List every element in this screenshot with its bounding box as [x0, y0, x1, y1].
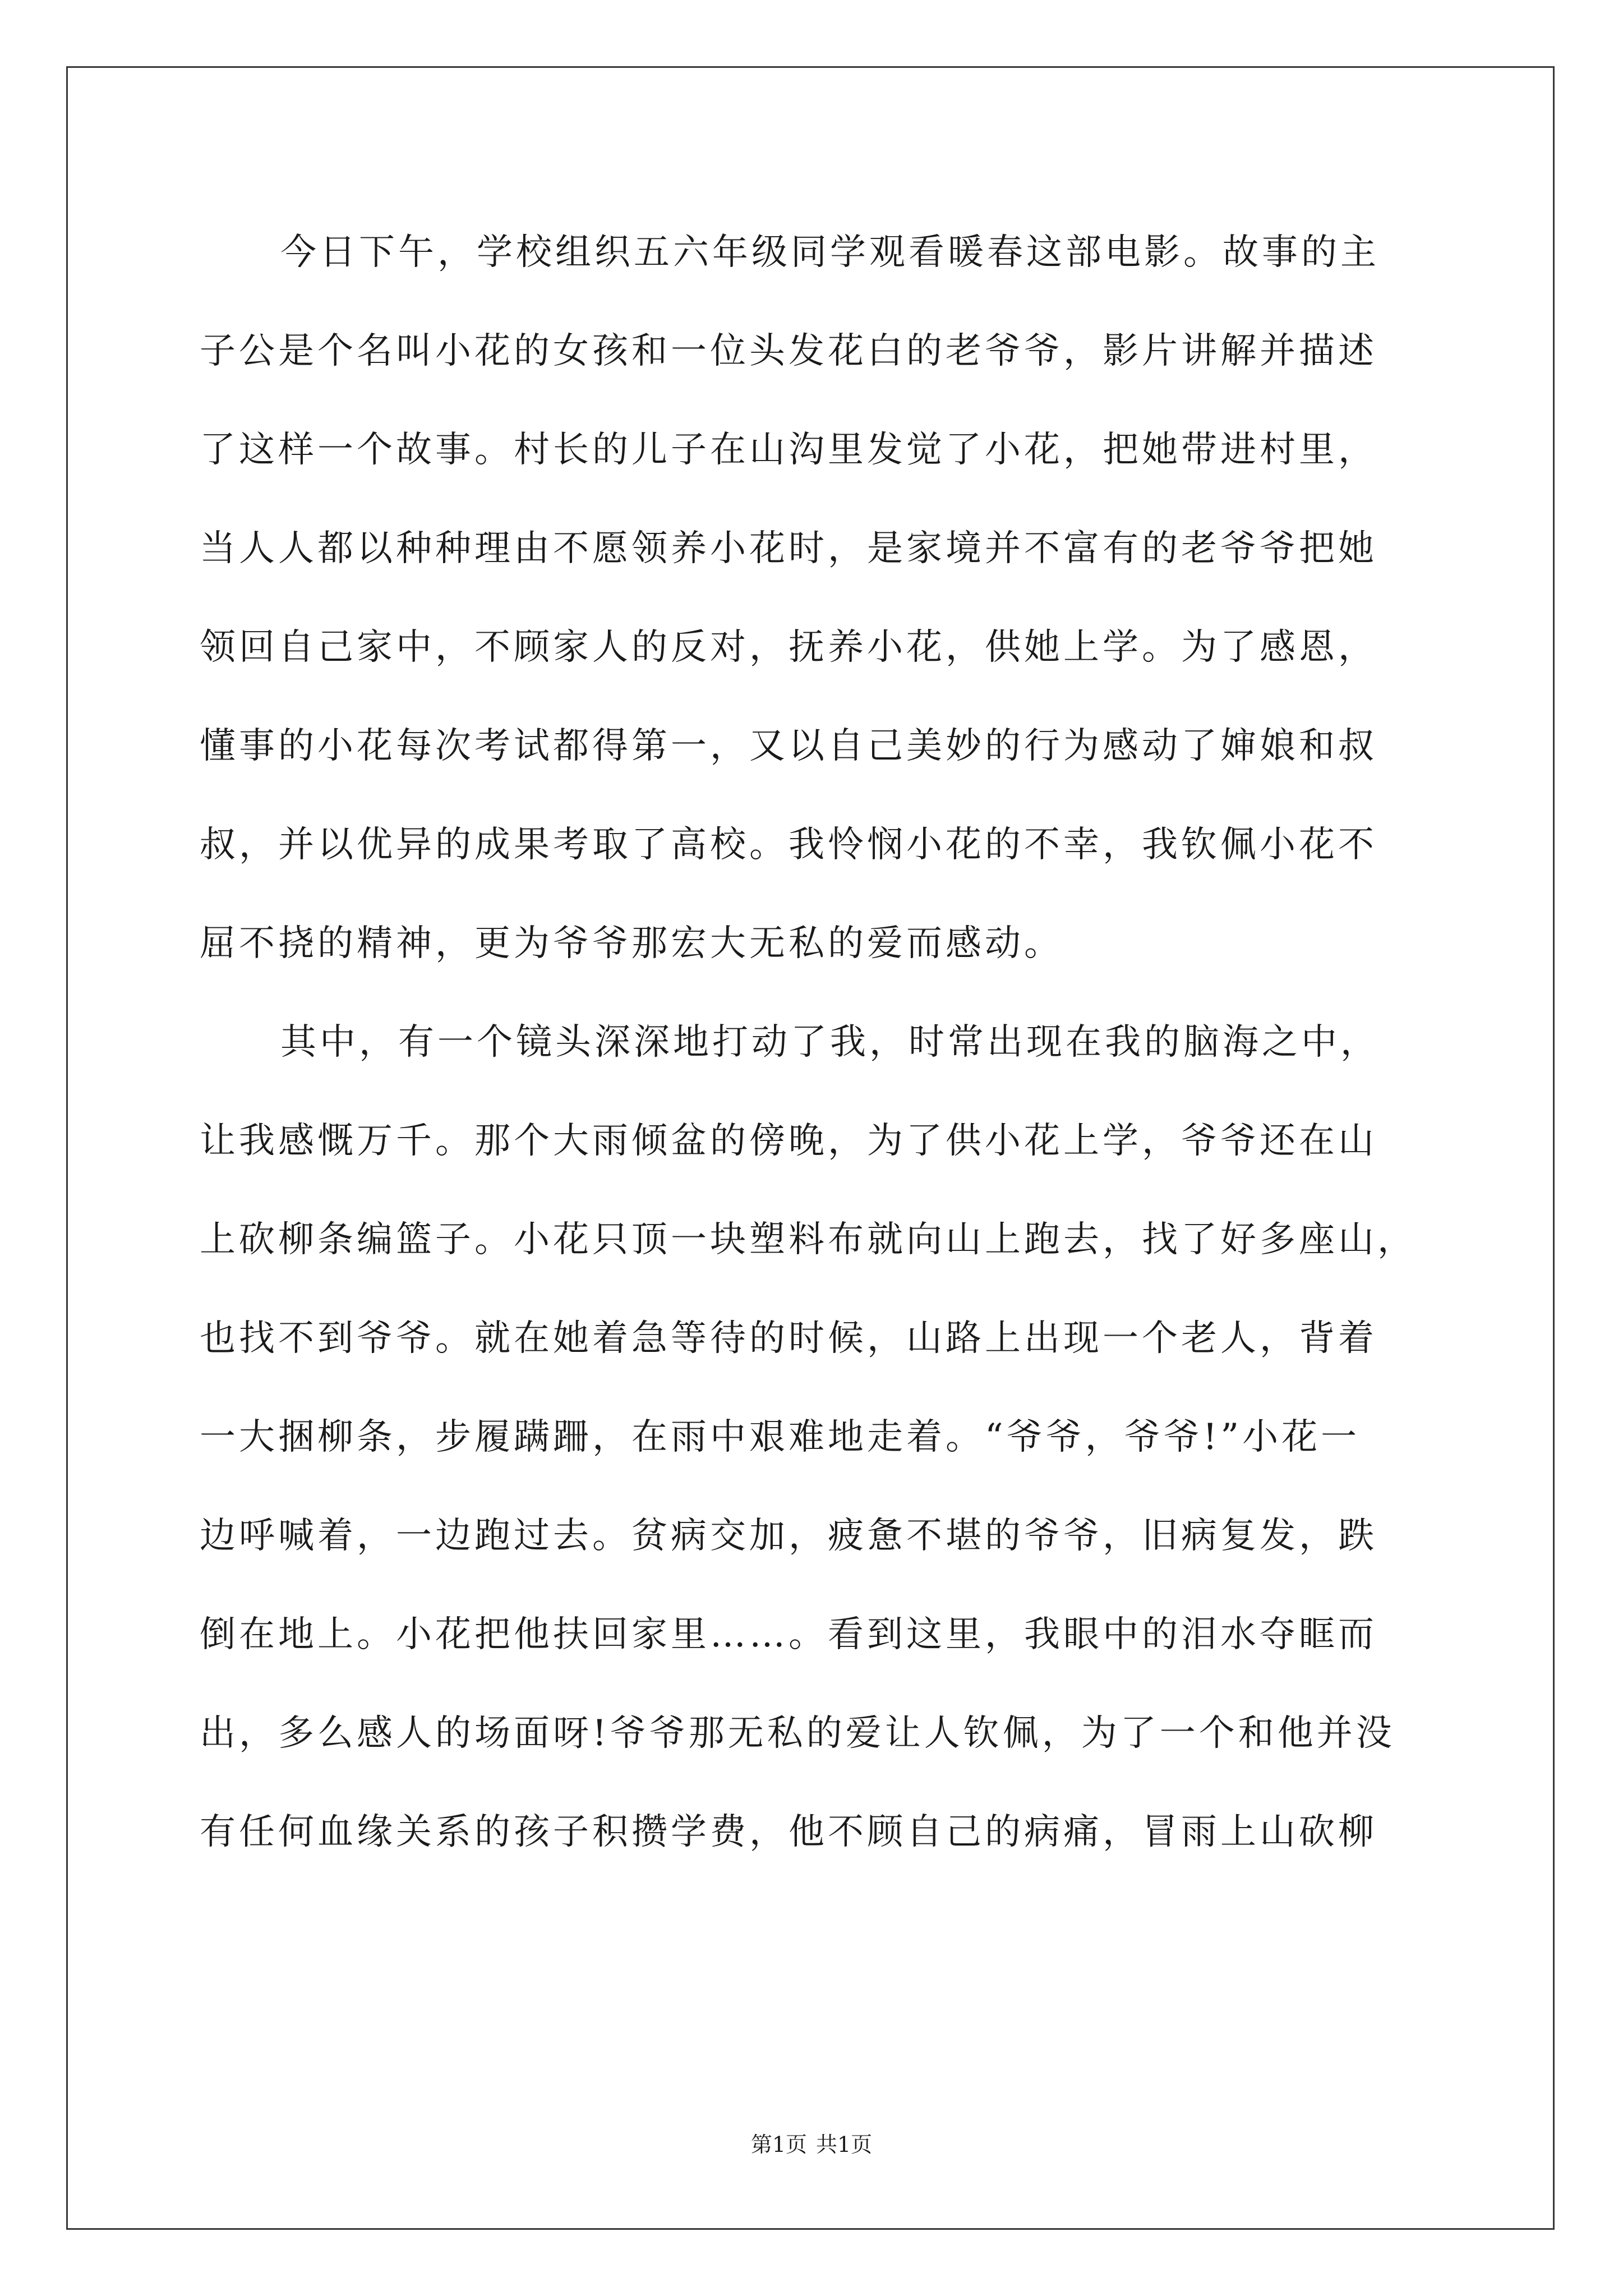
paragraph-2-line-2: 让我感慨万千。那个大雨倾盆的傍晚，为了供小花上学，爷爷还在山 — [200, 1120, 1377, 1162]
paragraph-2-line-8: 出，多么感人的场面呀!爷爷那无私的爱让人钦佩，为了一个和他并没 — [200, 1713, 1395, 1754]
paragraph-1-line-3: 了这样一个故事。村长的儿子在山沟里发觉了小花，把她带进村里， — [200, 429, 1377, 471]
paragraph-1-line-5: 领回自己家中，不顾家人的反对，抚养小花，供她上学。为了感恩， — [200, 627, 1377, 668]
page-total: 共1页 — [816, 2132, 873, 2157]
paragraph-2-line-7: 倒在地上。小花把他扶回家里……。看到这里，我眼中的泪水夺眶而 — [200, 1614, 1377, 1655]
page-number: 第1页 — [750, 2132, 807, 2157]
paragraph-2-line-5: 一大捆柳条，步履蹒跚，在雨中艰难地走着。“爷爷，爷爷!”小花一 — [200, 1416, 1361, 1458]
paragraph-1-line-8: 屈不挠的精神，更为爷爷那宏大无私的爱而感动。 — [200, 923, 1063, 964]
page-footer — [0, 2131, 1623, 2159]
paragraph-2-line-9: 有任何血缘关系的孩子积攒学费，他不顾自己的病痛，冒雨上山砍柳 — [200, 1811, 1377, 1853]
paragraph-1-line-6: 懂事的小花每次考试都得第一，又以自己美妙的行为感动了婶娘和叔 — [200, 725, 1377, 767]
paragraph-2-line-1: 其中，有一个镜头深深地打动了我，时常出现在我的脑海之中， — [280, 1022, 1380, 1063]
paragraph-1-line-7: 叔，并以优异的成果考取了高校。我怜悯小花的不幸，我钦佩小花不 — [200, 824, 1377, 866]
paragraph-2-line-4: 也找不到爷爷。就在她着急等待的时候，山路上出现一个老人，背着 — [200, 1318, 1377, 1359]
paragraph-1-line-4: 当人人都以种种理由不愿领养小花时，是家境并不富有的老爷爷把她 — [200, 528, 1377, 569]
paragraph-2-line-3: 上砍柳条编篮子。小花只顶一块塑料布就向山上跑去，找了好多座山， — [200, 1219, 1417, 1260]
paragraph-2-line-6: 边呼喊着，一边跑过去。贫病交加，疲惫不堪的爷爷，旧病复发，跌 — [200, 1515, 1377, 1557]
paragraph-1-line-2: 子公是个名叫小花的女孩和一位头发花白的老爷爷，影片讲解并描述 — [200, 330, 1377, 372]
paragraph-1-line-1: 今日下午，学校组织五六年级同学观看暖春这部电影。故事的主 — [280, 232, 1380, 273]
